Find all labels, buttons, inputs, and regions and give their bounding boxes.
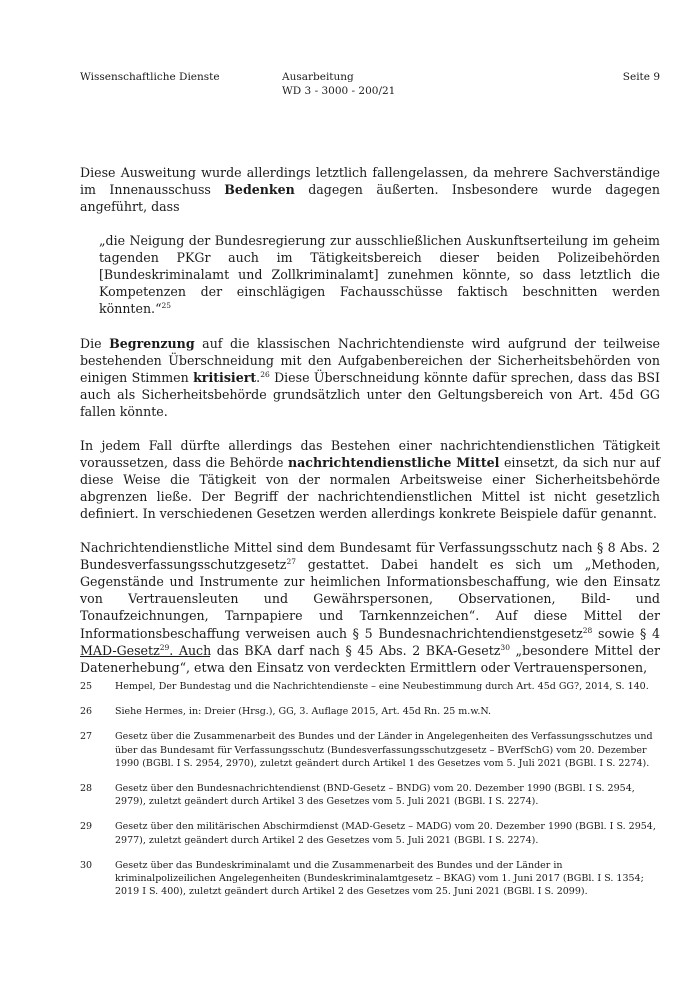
footnotes — [80, 680, 660, 910]
p2-text-2: auf die klassischen Nachrichtendienste wird aufgrund der teilweise bestehenden Überschneidung mit den Aufgabenbereichen der Sicherheitsbehörden von einigen Stimmen — [80, 335, 660, 386]
header-doc-id: WD 3 - 3000 - 200/21 — [282, 85, 396, 97]
footnote-ref-30[interactable]: 30 — [500, 642, 510, 652]
p3-bold-1: nachrichtendienstliche Mittel — [287, 454, 500, 470]
footnote-ref-29[interactable]: 29 — [159, 642, 170, 652]
header-page-number: Seite 9 — [622, 71, 660, 83]
paragraph-2 — [80, 335, 660, 421]
p1-text-2: dagegen äußerten. Insbesondere wurde dagegen angeführt, dass — [80, 182, 661, 215]
p2-text-3: . — [256, 370, 261, 386]
footnote-text: Gesetz über das Bundeskriminalamt und die Zusammenarbeit des Bundes und der Länder in kriminalpolizeilichen Angelegenheiten (Bundeskriminalamtgesetz – BKAG) vom 1. Juni 2017 (BGBl. I S. 1354; 2019 I S. 400), zuletzt geändert durch Artikel 2 des Gesetzes vom 25. Juni 2021 (BGBl. I S. 2099). — [115, 859, 644, 898]
p4-text-4: . Auch das BKA darf nach § 45 Abs. 2 BKA-Gesetz — [169, 642, 501, 658]
footnote-number: 28 — [80, 783, 93, 795]
paragraph-3 — [80, 437, 660, 523]
p1-bold-1: Bedenken — [224, 182, 295, 198]
footnote-number: 26 — [80, 706, 93, 718]
block-quote — [99, 232, 660, 318]
p4-text-3: sowie § 4 MAD-Gesetz — [80, 625, 660, 658]
header-doc-type: Ausarbeitung — [282, 71, 354, 83]
footnote-number: 29 — [80, 821, 93, 833]
p3-text-1: In jedem Fall dürfte allerdings das Bestehen einer nachrichtendienstlichen Tätigkeit voraussetzen, dass die Behörde — [80, 437, 660, 470]
footnote — [80, 820, 660, 846]
footnote-text: Gesetz über den militärischen Abschirmdienst (MAD-Gesetz – MADG) vom 20. Dezember 1990 (BGBl. I S. 2954, 2977), zuletzt geändert durch Artikel 2 des Gesetzes vom 5. Juli 2021 (BGBl. I S. 2274). — [115, 821, 656, 846]
header-org: Wissenschaftliche Dienste — [80, 71, 220, 83]
footnote-number: 27 — [80, 731, 93, 743]
p2-bold-1: Begrenzung — [109, 335, 195, 351]
footnote — [80, 705, 660, 718]
footnote-text: Gesetz über den Bundesnachrichtendienst (BND-Gesetz – BNDG) vom 20. Dezember 1990 (BGBl. I S. 2954, 2979), zuletzt geändert durch Artikel 3 des Gesetzes vom 5. Juli 2021 (BGBl. I S. 2274). — [115, 783, 635, 808]
footnote-text: Siehe Hermes, in: Dreier (Hrsg.), GG, 3. Auflage 2015, Art. 45d Rn. 25 m.w.N. — [115, 706, 492, 718]
p4-text-1: Nachrichtendienstliche Mittel sind dem Bundesamt für Verfassungsschutz nach § 8 Abs. 2 Bundesverfassungsschutzgesetz — [80, 539, 660, 572]
footnote — [80, 859, 660, 899]
footnote — [80, 782, 660, 808]
footnote-ref-26[interactable]: 26 — [260, 369, 270, 379]
p2-text-4: Diese Überschneidung könnte dafür sprechen, dass das BSI auch als Sicherheitsbehörde grundsätzlich unter den Geltungsbereich von Art. 45d GG fallen könnte. — [80, 370, 660, 420]
footnote-text: Gesetz über die Zusammenarbeit des Bundes und der Länder in Angelegenheiten des Verfassungsschutzes und über das Bundesamt für Verfassungsschutz (Bundesverfassungsschutzgesetz – BVerfSchG) vom 20. Dezember 1990 (BGBl. I S. 2954, 2970), zuletzt geändert durch Artikel 1 des Gesetzes vom 5. Juli 2021 (BGBl. I S. 2274). — [115, 731, 653, 769]
footnote-ref-27[interactable]: 27 — [286, 556, 296, 566]
p2-text-1: Die — [80, 335, 110, 351]
p3-text-2: einsetzt, da sich nur auf diese Weise die Tätigkeit von der normalen Arbeitsweise einer Sicherheitsbehörde abgrenzen ließe. Der Begriff der nachrichtendienstlichen Mittel ist nicht gesetzlich definiert. In verschiedenen Gesetzen werden allerdings konkrete Beispiele dafür genannt. — [80, 454, 661, 522]
p1-text-1: Diese Ausweitung wurde allerdings letztlich fallengelassen, da mehrere Sachverständige im Innenausschuss — [80, 165, 660, 198]
footnote-ref-25[interactable]: 25 — [161, 301, 172, 311]
p4-text-2: gestattet. Dabei handelt es sich um „Methoden, Gegenstände und Instrumente zur heimlichen Informationsbeschaffung, wie den Einsatz von Vertrauensleuten und Gewährspersonen, Observationen, Bild- und Tonaufzeichnungen, Tarnpapiere und Tarnkennzeichen“. Auf diese Mittel der Informationsbeschaffung verweisen auch § 5 Bundesnachrichtendienstgesetz — [80, 556, 660, 641]
header-document-info — [282, 70, 395, 98]
footnote-separator — [80, 656, 210, 657]
footnote — [80, 730, 660, 770]
footnote-number: 30 — [80, 859, 93, 871]
p2-bold-2: kritisiert — [193, 370, 257, 386]
footnote — [80, 680, 660, 693]
main-text — [80, 164, 660, 692]
quote-text: „die Neigung der Bundesregierung zur ausschließlichen Auskunftserteilung im geheim tagenden PKGr auch im Tätigkeitsbereich dieser beiden Polizeibehörden [Bundeskriminalamt und Zollkriminalamt] zunehmen könnte, so dass letztlich die Kompetenzen der einschlägigen Fachausschüsse faktisch beschnitten werden könnten.“ — [99, 232, 660, 317]
paragraph-1 — [80, 164, 660, 216]
p4-text-5: „besondere Mittel der Datenerhebung“, etwa den Einsatz von verdeckten Ermittlern oder Vertrauenspersonen, — [80, 642, 660, 676]
footnote-number: 25 — [80, 681, 93, 692]
footnote-text: Hempel, Der Bundestag und die Nachrichtendienste – eine Neubestimmung durch Art. 45d GG?, 2014, S. 140. — [115, 681, 649, 692]
footnote-ref-28[interactable]: 28 — [582, 625, 593, 635]
